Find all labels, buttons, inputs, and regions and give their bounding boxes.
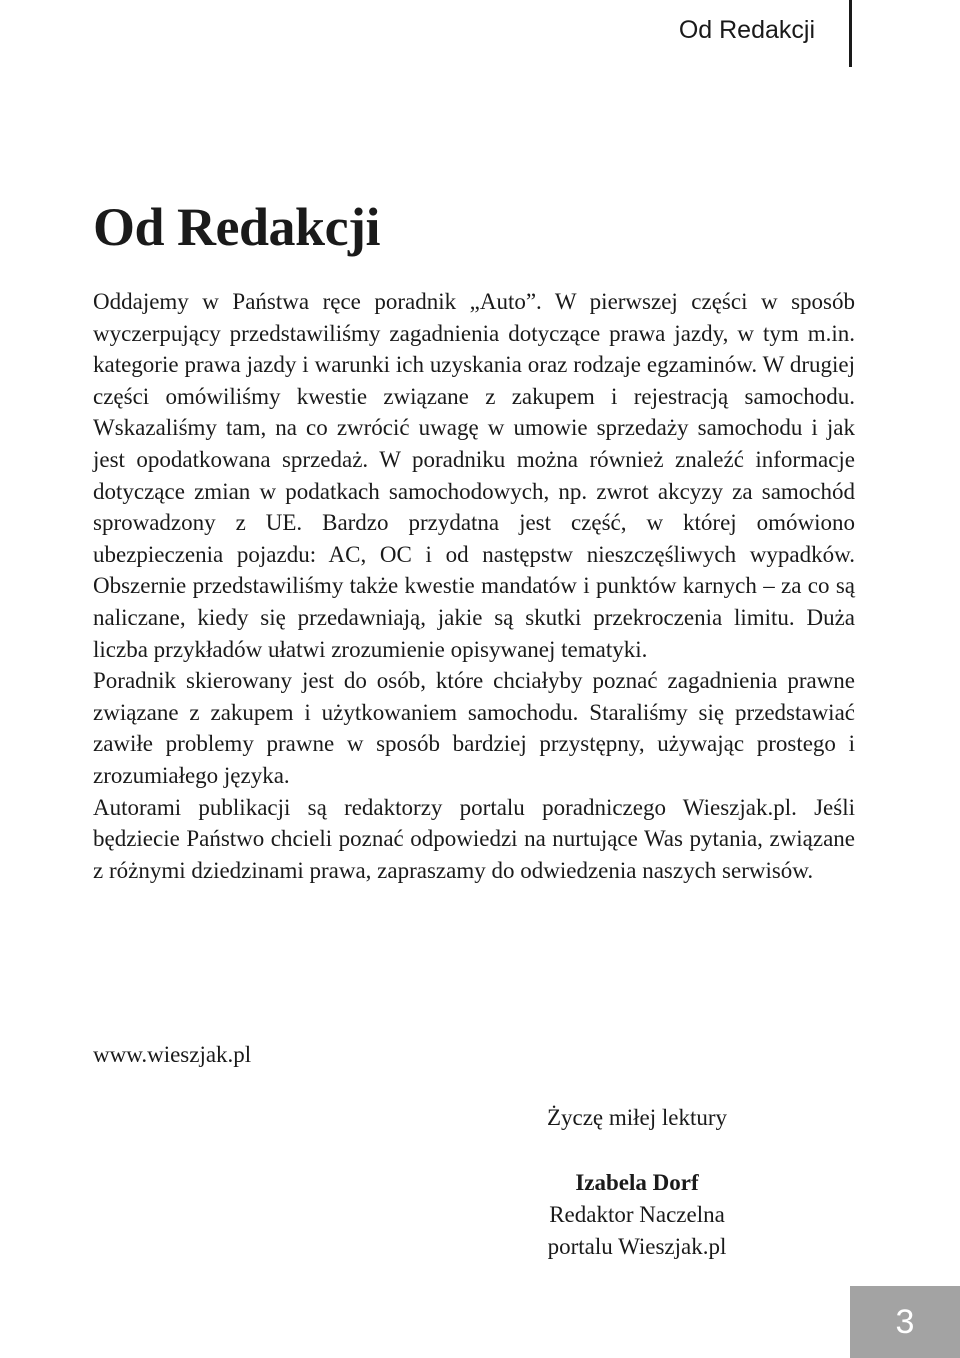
running-head xyxy=(0,0,960,68)
body-text xyxy=(93,286,855,886)
page-number: 3 xyxy=(895,1303,915,1341)
paragraph-authors: Autorami publikacji są redaktorzy portalu poradniczego Wieszjak.pl. Jeśli będziecie Państwo chcieli poznać odpowiedzi na nurtujące Was pytania, związane z różnymi dziedzinami prawa, zapraszamy do odwiedzenia naszych serwisów. xyxy=(93,794,855,883)
running-head-section: Od Redakcji xyxy=(678,16,815,44)
page-number-box xyxy=(850,1286,960,1358)
paragraph-intro: Oddajemy w Państwa ręce poradnik „Auto”. W pierwszej części w sposób wyczerpujący przedstawiliśmy zagadnienia dotyczące prawa jazdy, w tym m.in. kategorie prawa jazdy i warunki ich uzyskania oraz rodzaje egzaminów. W drugiej części omówiliśmy kwestie związane z zakupem i rejestracją samochodu. Wskazaliśmy tam, na co zwrócić uwagę w umowie sprzedaży samochodu i jak jest opodatkowana sprzedaż. W poradniku można również znaleźć informacje dotyczące zmian w podatkach samochodowych, np. zwrot akcyzy za samochód sprowadzony z UE. Bardzo przydatna jest część, w której omówiono ubezpieczenia pojazdu: AC, OC i od następstw nieszczęśliwych wypadków. Obszernie przedstawiliśmy także kwestie mandatów i punktów karnych – za co są naliczane, kiedy się przedawniają, jakie są skutki przekroczenia limitu. Duża liczba przykładów ułatwi zrozumienie opisywanej tematyki. xyxy=(93,289,855,662)
page-title: Od Redakcji xyxy=(93,197,381,257)
signature-role: Redaktor Naczelna xyxy=(549,1202,725,1227)
paragraph-audience: Poradnik skierowany jest do osób, które chciałyby poznać zagadnienia prawne związane z zakupem i użytkowaniem samochodu. Staraliśmy się przedstawiać zawiłe problemy prawne w sposób bardziej przystępny, używając prostego i zrozumiałego języka. xyxy=(93,668,855,788)
signature-wish: Życzę miłej lektury xyxy=(546,1105,728,1130)
running-head-rule xyxy=(849,0,852,67)
signature-org: portalu Wieszjak.pl xyxy=(547,1234,727,1259)
signature-name: Izabela Dorf xyxy=(575,1170,699,1195)
website-link[interactable]: www.wieszjak.pl xyxy=(93,1042,252,1067)
